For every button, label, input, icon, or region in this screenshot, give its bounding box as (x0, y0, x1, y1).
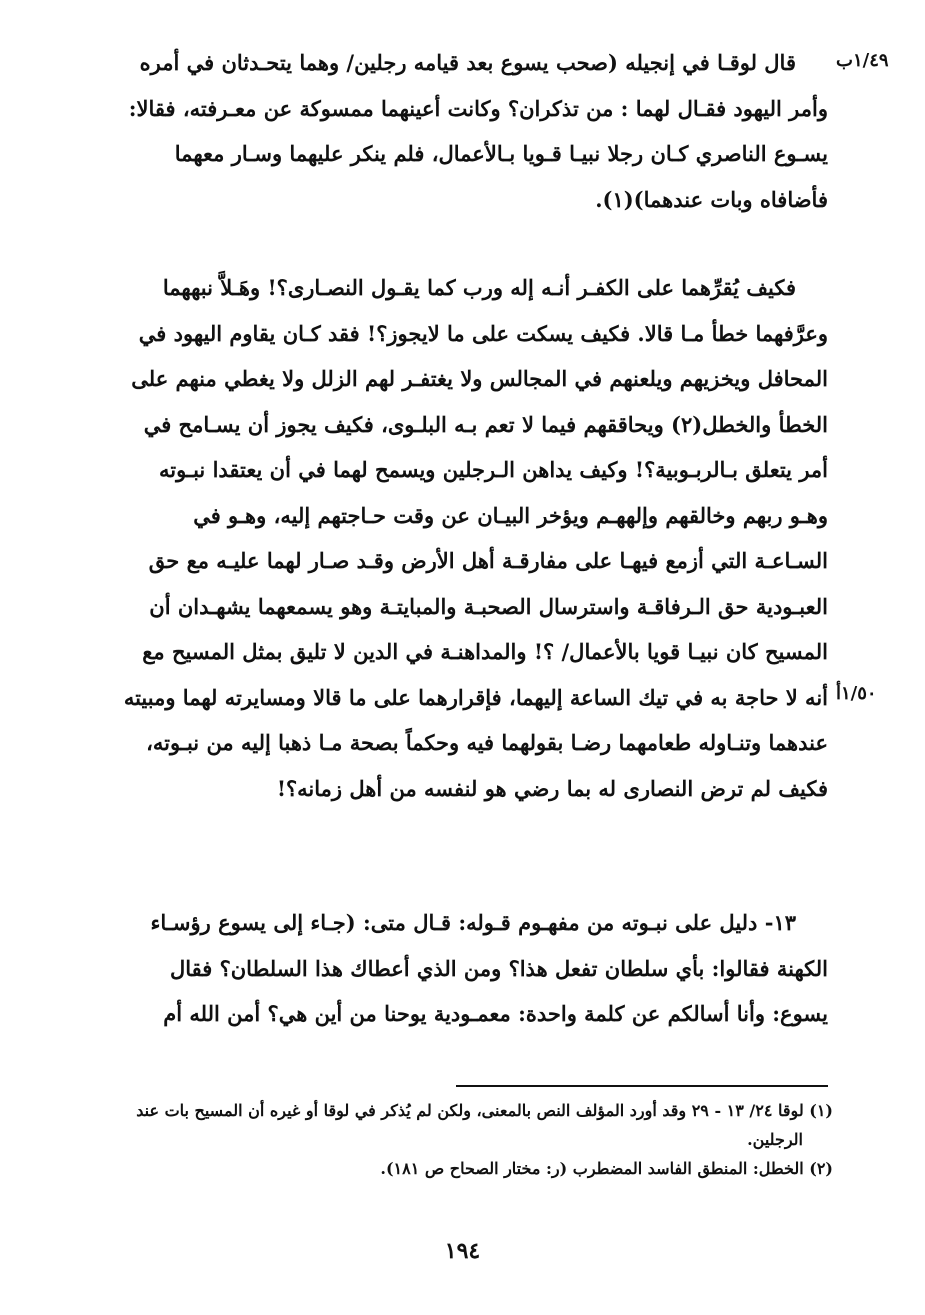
text-line: يسوع: وأنا أسالكم عن كلمة واحدة: معمـودية يوحنا من أين هي؟ أمن الله أم (163, 1001, 828, 1026)
text-line: عندهما وتنـاوله طعامهما رضـا بقولهما فيه وحكماً بصحة مـا ذهبا إليه من نبـوته، (146, 730, 828, 755)
text-line: يسـوع الناصري كـان رجلا نبيـا قـويا بـالأعمال، فلم ينكر عليهما وسـار معهما (174, 141, 828, 166)
text-line: وعرَّفهما خطأ مـا قالا. فكيف يسكت على ما لايجوز؟! فقد كـان يقاوم اليهود في (138, 320, 828, 346)
text-line: وهـو ربهم وخالقهم وإلههـم ويؤخر البيـان عن وقت حـاجتهم إليه، وهـو في (193, 502, 828, 528)
text-line: أنه لا حاجة به في تيك الساعة إليهما، فإقرارهما على ما قالا ومسايرته لهما ومبيته (123, 684, 828, 710)
text-line: أمر يتعلق بـالربـوبية؟! وكيف يداهن الـرجلين ويسمح لهما في أن يعتقدا نبـوته (158, 457, 828, 482)
footnote-1-continuation: الرجلين. (747, 1130, 803, 1149)
footnote-1: (١) لوقا ٢٤/ ١٣ - ٢٩ وقد أورد المؤلف النص بالمعنى، ولكن لم يُذكر في لوقا أو غيره أن المسيح بات عند (136, 1101, 833, 1120)
footnote-separator-rule (456, 1085, 828, 1087)
paragraph-section-13 (88, 900, 828, 1037)
text-line: قال لوقـا في إنجيله (صحب يسوع بعد قيامه رجلين/ وهما يتحـدثان في أمره (139, 50, 796, 75)
footnotes (88, 1096, 833, 1183)
paragraph-luke-quote (88, 40, 828, 222)
text-line: المسيح كان نبيـا قويا بالأعمال/ ؟! والمداهنـة في الدين لا تليق بمثل المسيح مع (142, 639, 828, 664)
text-line: فكيف لم ترض النصارى له بما رضي هو لنفسه من أهل زمانه؟! (276, 775, 828, 801)
marginal-folio-note: ١/٥٠أ (836, 683, 877, 704)
text-line: الكهنة فقالوا: بأي سلطان تفعل هذا؟ ومن الذي أعطاك هذا السلطان؟ فقال (169, 955, 828, 981)
paragraph-argument (88, 265, 828, 811)
page-number: ١٩٤ (444, 1238, 481, 1264)
text-line: فكيف يُقرِّهما على الكفـر أنـه إله ورب كما يقـول النصـارى؟! وهَـلاَّ نبههما (162, 275, 796, 300)
footnote-2: (٢) الخطل: المنطق الفاسد المضطرب (ر: مختار الصحاح ص ١٨١). (380, 1159, 833, 1178)
text-line: العبـودية حق الـرفاقـة واسترسال الصحبـة والمبايتـة وهو يسمعهما يشهـدان أن (149, 593, 828, 619)
text-line: السـاعـة التي أزمع فيهـا على مفارقـة أهل الأرض وقـد صـار لهما عليـه مع حق (148, 548, 828, 573)
text-line: ١٣- دليل على نبـوته من مفهـوم قـوله: قـال متى: (جـاء إلى يسوع رؤسـاء (150, 910, 796, 935)
text-line: وأمر اليهود فقـال لهما : من تذكران؟ وكانت أعينهما ممسوكة عن معـرفته، فقالا: (128, 95, 828, 121)
text-line: المحافل ويخزيهم ويلعنهم في المجالس ولا يغتفـر لهم الزلل ولا يغطي منهم على (131, 366, 828, 391)
text-line: فأضافاه وبات عندهما)(١). (595, 186, 828, 212)
text-line: الخطأ والخطل(٢) ويحاققهم فيما لا تعم بـه البلـوى، فكيف يجوز أن يسـامح في (143, 411, 828, 437)
marginal-folio-note: ١/٤٩ب (836, 50, 889, 71)
